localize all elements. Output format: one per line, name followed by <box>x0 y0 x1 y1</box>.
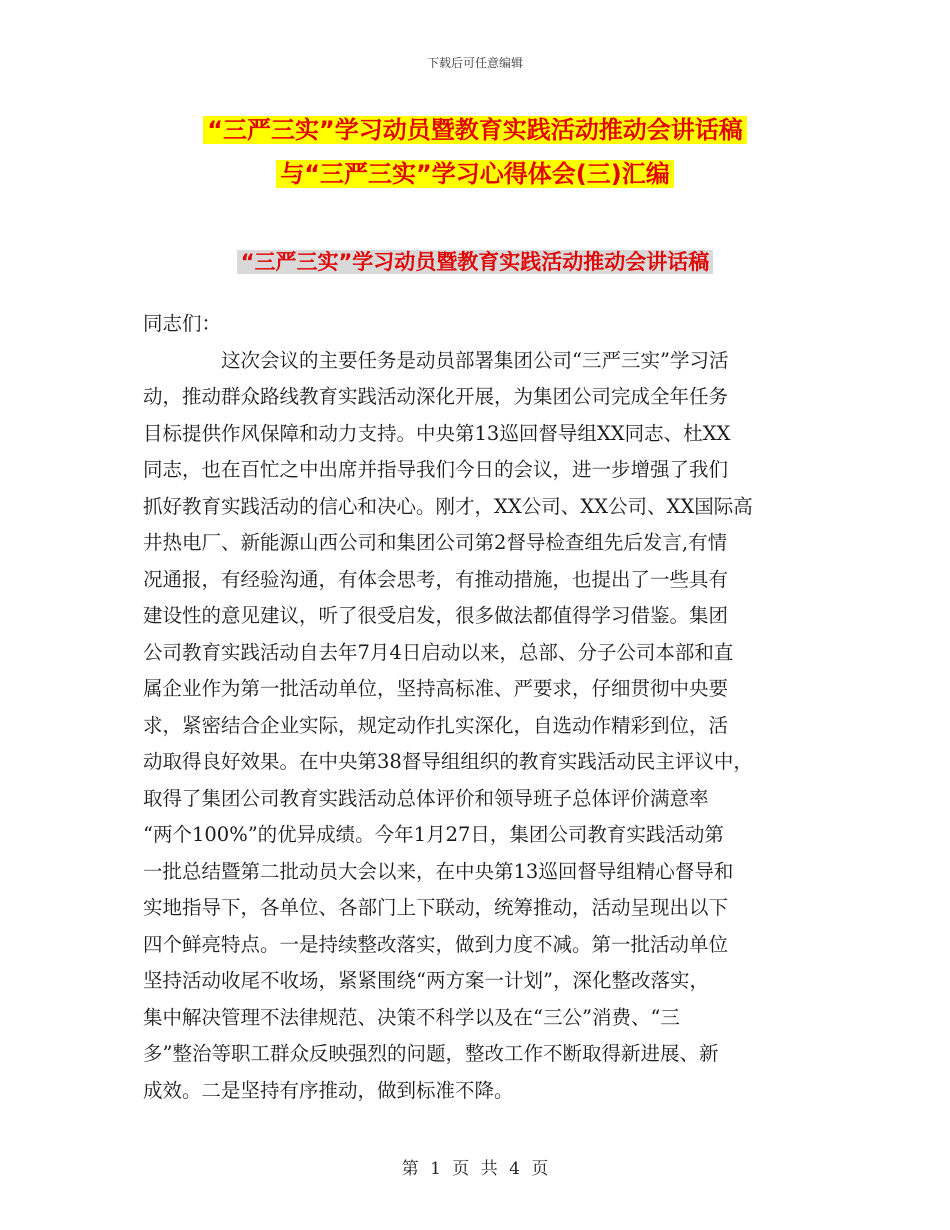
body-line: 一批总结暨第二批动员大会以来，在中央第13巡回督导组精心督导和 <box>143 859 734 883</box>
body-line: 目标提供作风保障和动力支持。中央第13巡回督导组XX同志、杜XX <box>143 421 731 445</box>
body-line: 井热电厂、新能源山西公司和集团公司第2督导检查组先后发言,有情 <box>143 531 728 554</box>
body-line: 取得了集团公司教育实践活动总体评价和领导班子总体评价满意率 <box>143 786 709 810</box>
body-line: 坚持活动收尾不收场，紧紧围绕“两方案一计划”，深化整改落实， <box>143 969 709 992</box>
document-title-line-2 <box>0 157 950 191</box>
body-line: 集中解决管理不法律规范、决策不科学以及在“三公”消费、“三 <box>143 1005 680 1029</box>
body-line: 同志，也在百忙之中出席并指导我们今日的会议，进一步增强了我们 <box>143 458 729 481</box>
body-line: 建设性的意见建议，听了很受启发，很多做法都值得学习借鉴。集团 <box>143 604 729 627</box>
section-title <box>0 246 950 278</box>
section-title-highlight: “三严三实”学习动员暨教育实践活动推动会讲话稿 <box>237 250 714 274</box>
body-line: 成效。二是坚持有序推动，做到标准不降。 <box>143 1078 514 1102</box>
body-line: 况通报，有经验沟通，有体会思考，有推动措施，也提出了一些具有 <box>143 567 729 591</box>
body-line: 四个鲜亮特点。一是持续整改落实，做到力度不减。第一批活动单位 <box>143 932 729 956</box>
body-line: 公司教育实践活动自去年7月4日启动以来，总部、分子公司本部和直 <box>143 640 734 664</box>
body-line: 属企业作为第一批活动单位，坚持高标准、严要求，仔细贯彻中央要 <box>143 677 729 700</box>
document-title-line-1 <box>0 113 950 147</box>
body-line: 求，紧密结合企业实际，规定动作扎实深化，自选动作精彩到位，活 <box>143 713 729 737</box>
document-body <box>143 306 813 1109</box>
body-line: “两个100%”的优异成绩。今年1月27日，集团公司教育实践活动第 <box>143 823 724 846</box>
body-line: 实地指导下，各单位、各部门上下联动，统筹推动，活动呈现出以下 <box>143 896 729 919</box>
body-line: 动，推动群众路线教育实践活动深化开展，为集团公司完成全年任务 <box>143 385 729 408</box>
title-highlight-2: 与“三严三实”学习心得体会(三)汇编 <box>276 160 673 188</box>
body-line: 动取得良好效果。在中央第38督导组组织的教育实践活动民主评议中， <box>143 750 753 773</box>
title-highlight-1: “三严三实”学习动员暨教育实践活动推动会讲话稿 <box>203 116 747 144</box>
salutation: 同志们： <box>143 312 222 335</box>
body-line: 多”整治等职工群众反映强烈的问题，整改工作不断取得新进展、新 <box>143 1042 719 1065</box>
header-note: 下载后可任意编辑 <box>426 56 523 70</box>
body-line: 抓好教育实践活动的信心和决心。刚才，XX公司、XX公司、XX国际高 <box>143 494 753 518</box>
body-line: 这次会议的主要任务是动员部署集团公司“三严三实”学习活 <box>221 348 729 372</box>
page-footer: 第 1 页 共 4 页 <box>401 1159 549 1179</box>
